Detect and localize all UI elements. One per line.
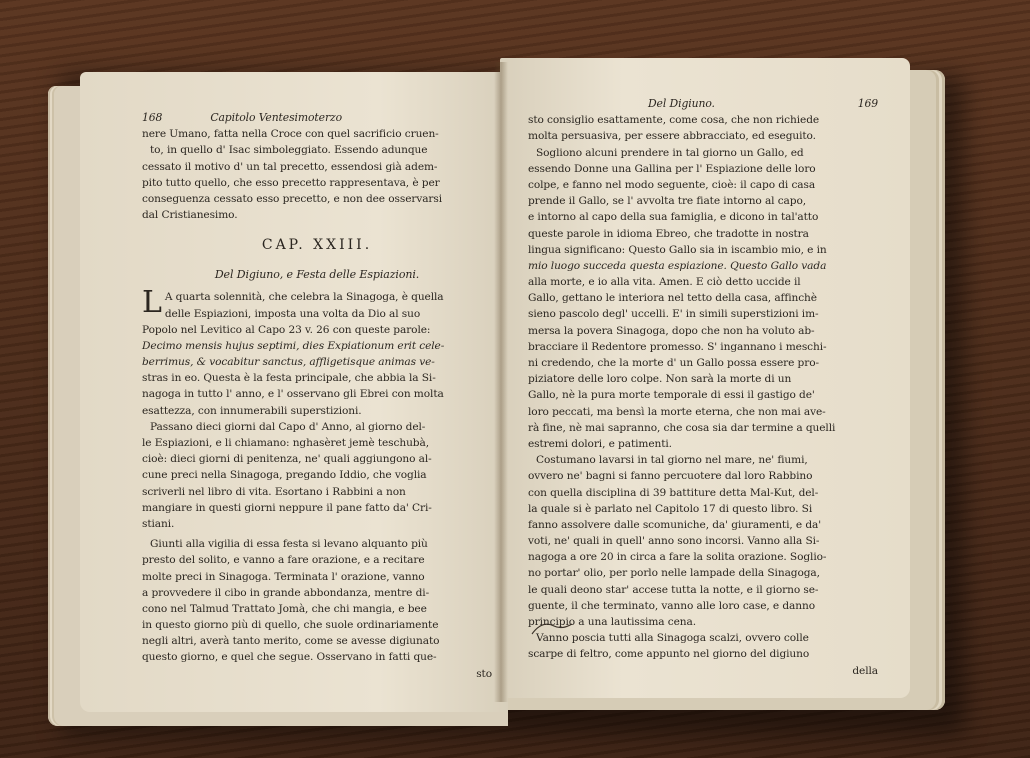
right-page [500, 58, 910, 698]
text-line: principio a una lautissima cena. [528, 616, 696, 628]
text-line: Vanno poscia tutti alla Sinagoga scalzi, ovvero colle [536, 632, 809, 645]
text-line: lingua significano: Questo Gallo sia in iscambio mio, e in [528, 243, 827, 256]
text-line: nagoga in tutto l' anno, e l' osservano gli Ebrei con molta [142, 388, 444, 401]
text-line: conseguenza cessato esso precetto, e non dee osservarsi [142, 192, 443, 205]
text-line: prende il Gallo, se l' avvolta tre fiate intorno al capo, [528, 195, 807, 208]
text-line: ni credendo, che la morte d' un Gallo possa essere pro- [528, 357, 819, 369]
right-running-title: Del Digiuno. [648, 97, 715, 110]
text-line: presto del solito, e vanno a fare orazione, e a recitare [142, 554, 425, 567]
text-line: e intorno al capo della sua famiglia, e dicono in tal'atto [528, 211, 819, 224]
text-line: mersa la povera Sinagoga, dopo che non ha voluto ab- [528, 324, 815, 337]
drop-cap: L [142, 285, 162, 321]
left-paragraph-1 [142, 285, 492, 419]
text-line: to, in quello d' Isac simboleggiato. Essendo adunque [150, 144, 428, 157]
text-line: cune preci nella Sinagoga, pregando Iddio, che voglia [142, 469, 427, 482]
left-catchword: sto [476, 667, 492, 680]
right-catchword: della [852, 664, 878, 677]
text-line: loro peccati, ma bensì la morte eterna, che non mai ave- [528, 405, 826, 418]
left-text-block [142, 110, 492, 682]
text-line: le quali deono star' accese tutta la notte, e il giorno se- [528, 583, 819, 596]
text-line: nagoga a ore 20 in circa a fare la solita orazione. Soglio- [528, 551, 827, 564]
text-line: estremi dolori, e patimenti. [528, 437, 672, 450]
text-line: alla morte, e io alla vita. Amen. E ciò detto uccide il [528, 276, 801, 289]
text-line: no portar' olio, per porlo nelle lampade della Sinagoga, [528, 567, 820, 580]
left-intro-paragraph [142, 126, 492, 223]
text-line: bracciare il Redentore promesso. S' ingannano i meschi- [528, 340, 827, 353]
text-line: scarpe di feltro, come appunto nel giorno del digiuno [528, 648, 810, 661]
text-line: voti, ne' quali in quell' anno sono incorsi. Vanno alla Si- [528, 535, 820, 548]
chapter-title: CAP. XXIII. [261, 237, 373, 254]
text-line: sieno pascolo degl' uccelli. E' in simili superstizioni im- [528, 308, 819, 321]
text-line: negli altri, averà tanto merito, come se avesse digiunato [142, 635, 440, 648]
text-line: esattezza, con innumerabili superstizioni. [142, 404, 362, 417]
text-line: mangiare in questi giorni neppure il pane fatto da' Cri- [142, 501, 432, 514]
text-line: in questo giorno più di quello, che suole ordinariamente [142, 619, 439, 632]
text-line: cono nel Talmud Trattato Jomà, che chi mangia, e bee [142, 602, 427, 615]
text-line: berrimus, & vocabitur sanctus, affligetisque animas ve- [142, 356, 435, 369]
text-line: scriverli nel libro di vita. Esortano i Rabbini a non [142, 485, 406, 498]
right-paragraph-2 [528, 145, 878, 453]
text-line: ovvero ne' bagni si fanno percuotere dal loro Rabbino [528, 470, 813, 483]
left-paragraph-3 [142, 536, 492, 666]
text-line: molte preci in Sinagoga. Terminata l' orazione, vanno [142, 570, 425, 583]
text-line: Decimo mensis hujus septimi, dies Expiationum erit cele- [142, 339, 445, 352]
ink-mark [528, 618, 578, 638]
left-running-head [142, 110, 492, 126]
text-line: con quella disciplina di 39 battiture detta Mal-Kut, del- [528, 486, 819, 499]
text-line: Popolo nel Levitico al Capo 23 v. 26 con queste parole: [142, 323, 431, 336]
text-line: Costumano lavarsi in tal giorno nel mare, ne' fiumi, [536, 454, 808, 467]
text-line: queste parole in idioma Ebreo, che tradotte in nostra [528, 227, 809, 240]
section-title: Del Digiuno, e Festa delle Espiazioni. [214, 268, 420, 282]
right-paragraph-4 [528, 630, 878, 662]
text-line: rà fine, nè mai sapranno, che cosa sia dar termine a quelli [528, 421, 836, 434]
text-line: la quale si è parlato nel Capitolo 17 di questo libro. Si [528, 502, 813, 515]
left-page [80, 72, 508, 712]
right-page-number: 169 [857, 97, 878, 110]
text-line: pito tutto quello, che esso precetto rappresentava, è per [142, 176, 440, 189]
text-line: nere Umano, fatta nella Croce con quel sacrificio cruen- [142, 128, 439, 141]
text-line: Sogliono alcuni prendere in tal giorno un Gallo, ed [536, 146, 804, 159]
text-line: sto consiglio esattamente, come cosa, che non richiede [528, 114, 820, 127]
text-line: Passano dieci giorni dal Capo d' Anno, al giorno del- [150, 420, 426, 433]
text-line: Gallo, gettano le interiora nel tetto della casa, affinchè [528, 292, 817, 305]
text-line: A quarta solennità, che celebra la Sinagoga, è quella [164, 291, 444, 304]
left-running-title: Capitolo Ventesimoterzo [210, 111, 342, 124]
text-line: Giunti alla vigilia di essa festa si levano alquanto più [150, 538, 428, 551]
text-line: guente, il che terminato, vanno alle loro case, e danno [528, 599, 815, 612]
text-line: stiani. [142, 517, 175, 530]
right-paragraph-3 [528, 452, 878, 630]
left-paragraph-2 [142, 419, 492, 532]
text-line: mio luogo succeda questa espiazione. Questo Gallo vada [528, 259, 827, 272]
text-line: colpe, e fanno nel modo seguente, cioè: il capo di casa [528, 178, 816, 191]
text-line: stras in eo. Questa è la festa principale, che abbia la Si- [142, 372, 436, 385]
right-text-block [528, 96, 878, 679]
text-line: a provvedere il cibo in grande abbondanza, mentre di- [142, 586, 430, 599]
text-line: dal Cristianesimo. [142, 209, 238, 222]
text-line: questo giorno, e quel che segue. Osservano in fatti que- [142, 651, 437, 664]
text-line: delle Espiazioni, imposta una volta da Dio al suo [164, 307, 421, 320]
right-paragraph-1 [528, 112, 878, 144]
book-gutter [494, 62, 508, 702]
right-running-head [528, 96, 878, 112]
text-line: molta persuasiva, per essere abbracciato, ed eseguito. [528, 130, 816, 143]
text-line: cioè: dieci giorni di penitenza, ne' quali aggiungono al- [142, 453, 432, 466]
text-line: fanno assolvere dalle scomuniche, da' giuramenti, e da' [528, 518, 822, 531]
text-line: essendo Donne una Gallina per l' Espiazione delle loro [528, 162, 816, 175]
text-line: Gallo, nè la pura morte temporale di essi il gastigo de' [528, 389, 815, 402]
left-page-number: 168 [142, 111, 163, 124]
text-line: cessato il motivo d' un tal precetto, essendosi già adem- [142, 160, 438, 173]
text-line: piziatore delle loro colpe. Non sarà la morte di un [528, 373, 792, 386]
text-line: le Espiazioni, e li chiamano: nghasèret jemè teschubà, [142, 437, 429, 449]
